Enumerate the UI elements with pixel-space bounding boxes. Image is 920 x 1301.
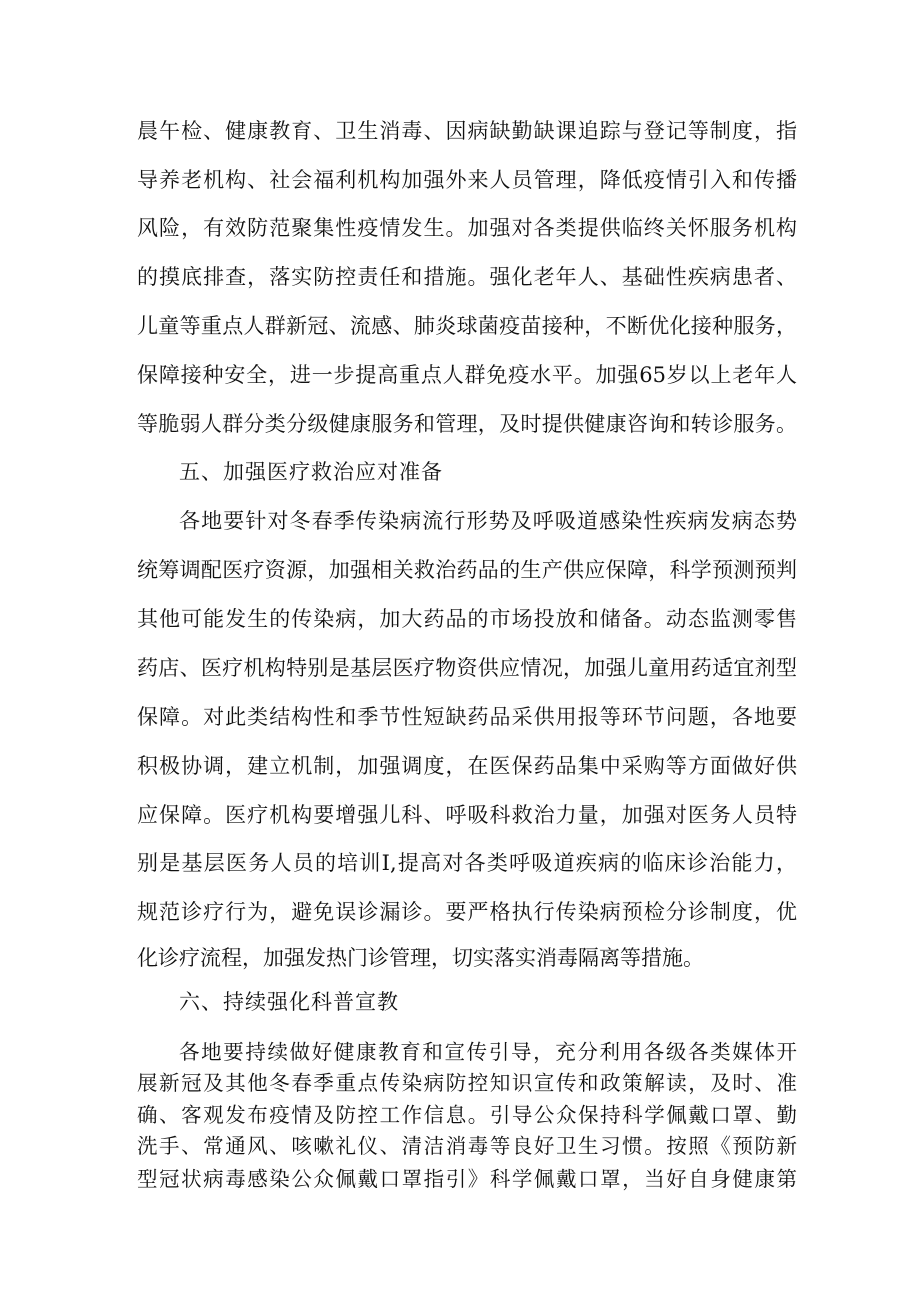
text-line: 药店、医疗机构特别是基层医疗物资供应情况，加强儿童用药适宜剂型 — [137, 656, 797, 680]
text-line: 型冠状病毒感染公众佩戴口罩指引》科学佩戴口罩，当好自身健康第 — [137, 1167, 797, 1191]
section-heading-6: 六、持续强化科普宣教 — [179, 990, 399, 1014]
text-line: 积极协调，建立机制，加强调度，在医保药品集中采购等方面做好供 — [137, 754, 797, 778]
text-line: 洗手、常通风、咳嗽礼仪、清洁消毒等良好卫生习惯。按照《预防新 — [137, 1134, 797, 1158]
text-line: 风险，有效防范聚集性疫情发生。加强对各类提供临终关怀服务机构 — [137, 216, 797, 240]
text-line: 导养老机构、社会福利机构加强外来人员管理，降低疫情引入和传播 — [137, 168, 797, 192]
text-line: 化诊疗流程，加强发热门诊管理，切实落实消毒隔离等措施。 — [137, 946, 704, 970]
text-line: 各地要针对冬春季传染病流行形势及呼吸道感染性疾病发病态势 — [179, 509, 797, 533]
text-line: 其他可能发生的传染病，加大药品的市场投放和储备。动态监测零售 — [137, 607, 797, 631]
section-heading-5: 五、加强医疗救治应对准备 — [179, 460, 443, 484]
text-line: 的摸底排查，落实防控责任和措施。强化老年人、基础性疾病患者、 — [137, 265, 797, 289]
text-line: 保障接种安全，进一步提高重点人群免疫水平。加强65岁以上老年人 — [137, 363, 797, 387]
text-line: 儿童等重点人群新冠、流感、肺炎球菌疫苗接种，不断优化接种服务， — [137, 314, 797, 338]
text-line: 确、客观发布疫情及防控工作信息。引导公众保持科学佩戴口罩、勤 — [137, 1103, 797, 1127]
text-line: 晨午检、健康教育、卫生消毒、因病缺勤缺课追踪与登记等制度，指 — [137, 119, 797, 143]
text-line: 别是基层医务人员的培训I,提高对各类呼吸道疾病的临床诊治能力， — [137, 851, 797, 875]
text-line: 统筹调配医疗资源，加强相关救治药品的生产供应保障，科学预测预判 — [137, 558, 797, 582]
text-line: 展新冠及其他冬春季重点传染病防控知识宣传和政策解读，及时、准 — [137, 1071, 797, 1095]
text-line: 保障。对此类结构性和季节性短缺药品采供用报等环节问题，各地要 — [137, 705, 797, 729]
text-line: 应保障。医疗机构要增强儿科、呼吸科救治力量，加强对医务人员特 — [137, 803, 797, 827]
text-line: 规范诊疗行为，避免误诊漏诊。要严格执行传染病预检分诊制度，优 — [137, 900, 797, 924]
text-line: 等脆弱人群分类分级健康服务和管理，及时提供健康咨询和转诊服务。 — [137, 412, 797, 436]
text-line: 各地要持续做好健康教育和宣传引导，充分利用各级各类媒体开 — [179, 1040, 797, 1064]
